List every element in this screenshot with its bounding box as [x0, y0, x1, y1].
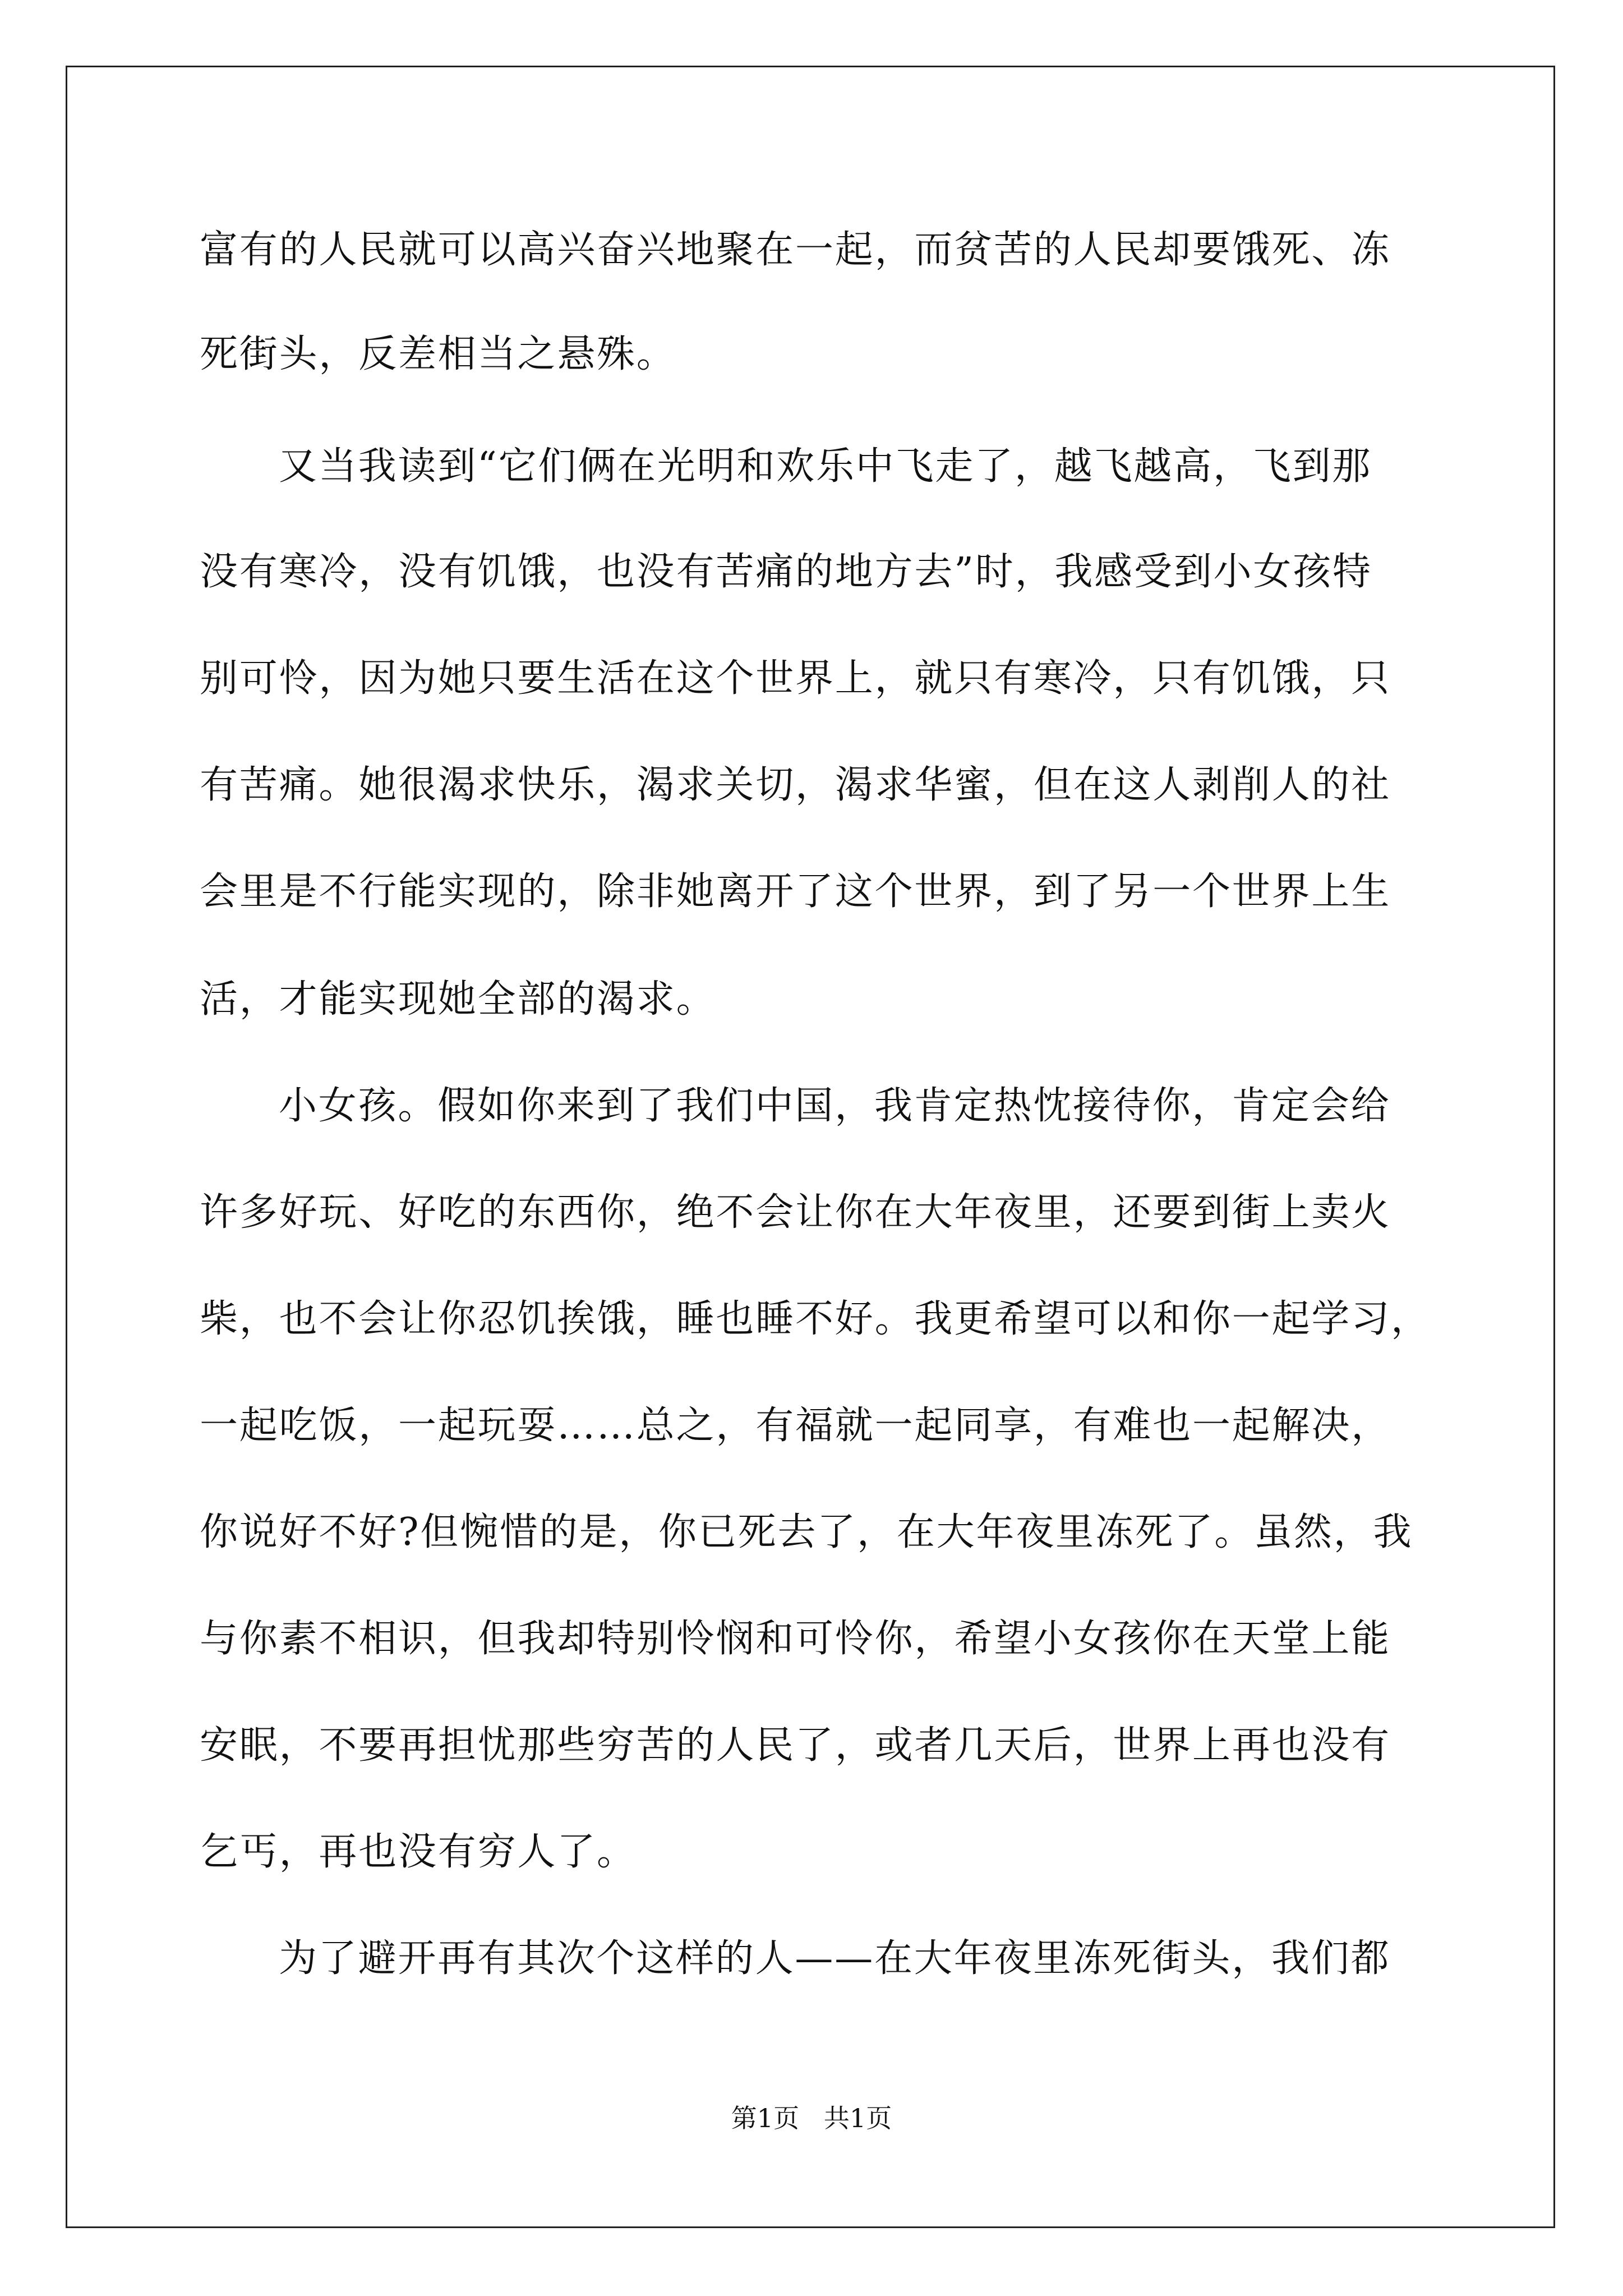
- paragraph-start-line: 为了避开再有其次个这样的人——在大年夜里冻死街头，我们都: [279, 1936, 1391, 1981]
- text-line: 死街头，反差相当之悬殊。: [200, 332, 676, 376]
- text-line: 活，才能实现她全部的渴求。: [200, 977, 716, 1022]
- text-line: 富有的人民就可以高兴奋兴地聚在一起，而贫苦的人民却要饿死、冻: [200, 228, 1391, 272]
- page-number-footer: 第1页 共1页: [731, 2103, 892, 2133]
- text-line: 有苦痛。她很渴求快乐，渴求关切，渴求华蜜，但在这人剥削人的社: [200, 763, 1391, 807]
- text-line: 柴，也不会让你忍饥挨饿，睡也睡不好。我更希望可以和你一起学习，: [200, 1297, 1431, 1341]
- text-line: 与你素不相识，但我却特别怜悯和可怜你，希望小女孩你在天堂上能: [200, 1617, 1391, 1661]
- text-line: 你说好不好?但惋惜的是，你已死去了，在大年夜里冻死了。虽然，我: [200, 1510, 1413, 1554]
- page-border: [66, 66, 1555, 2228]
- text-line: 安眠，不要再担忧那些穷苦的人民了，或者几天后，世界上再也没有: [200, 1723, 1391, 1768]
- text-line: 一起吃饭，一起玩耍……总之，有福就一起同享，有难也一起解决，: [200, 1404, 1391, 1448]
- paragraph-start-line: 又当我读到“它们俩在光明和欢乐中飞走了，越飞越高，飞到那: [279, 444, 1372, 489]
- text-line: 许多好玩、好吃的东西你，绝不会让你在大年夜里，还要到街上卖火: [200, 1190, 1391, 1235]
- text-line: 乞丐，再也没有穷人了。: [200, 1830, 637, 1874]
- text-line: 会里是不行能实现的，除非她离开了这个世界，到了另一个世界上生: [200, 869, 1391, 914]
- text-line: 没有寒冷，没有饥饿，也没有苦痛的地方去”时，我感受到小女孩特: [200, 550, 1372, 594]
- paragraph-start-line: 小女孩。假如你来到了我们中国，我肯定热忱接待你，肯定会给: [279, 1084, 1391, 1128]
- text-line: 别可怜，因为她只要生活在这个世界上，就只有寒冷，只有饥饿，只: [200, 656, 1391, 701]
